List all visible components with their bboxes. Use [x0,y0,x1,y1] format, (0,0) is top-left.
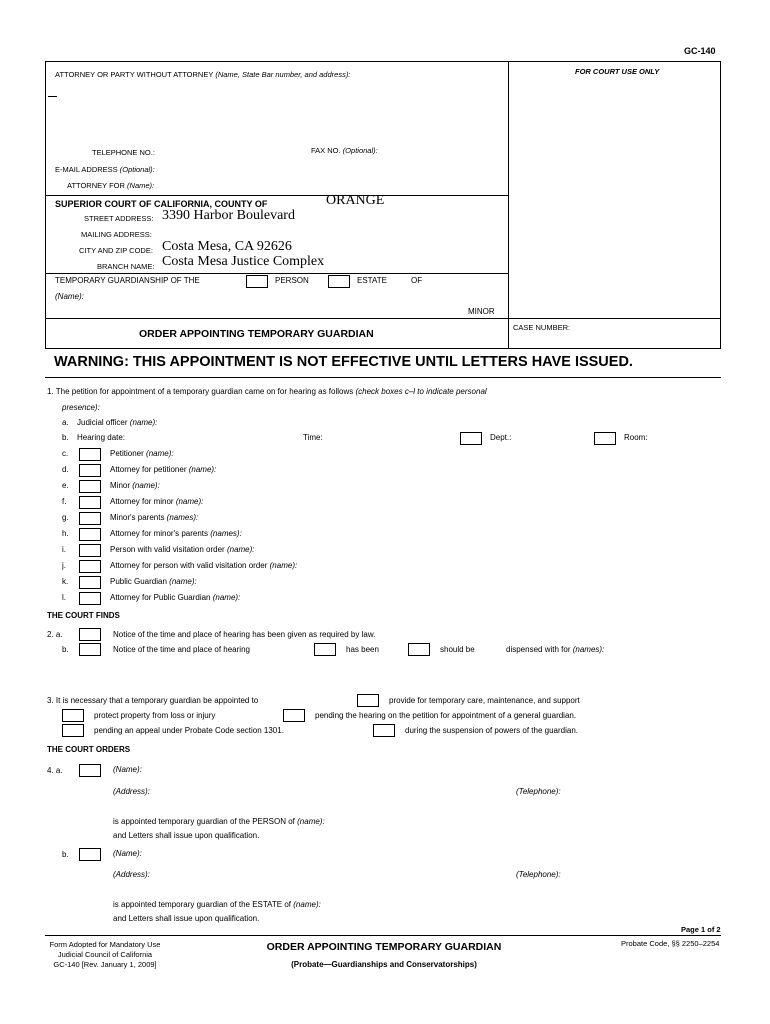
adopted-line-2: Judicial Council of California [57,950,153,959]
item2a-num: 2. a. [47,630,63,639]
attorney-for-hint: (Name): [127,181,155,190]
presence-row-text: Attorney for minor [110,497,174,506]
header-right-border [720,61,721,349]
of-label: OF [411,276,423,285]
dispensed-hint: (names): [572,645,605,654]
suspension-label: during the suspension of powers of the guardian. [405,726,579,735]
presence-row-letter: d. [62,465,69,474]
presence-row-checkbox[interactable] [79,512,101,525]
attorney-for-text: ATTORNEY FOR [67,181,125,190]
email-label [55,165,155,174]
item3-intro: 3. It is necessary that a temporary guardian be appointed to [47,696,259,705]
court-block-bottom [45,273,508,274]
item4b-estate-line [113,900,321,909]
presence-row-letter: c. [62,449,69,458]
presence-row-text: Attorney for minor's parents [110,529,209,538]
county-value[interactable]: ORANGE [326,193,385,208]
estate-label: ESTATE [357,276,387,285]
item4b-letter: b. [62,850,69,859]
presence-row-hint: (name): [212,593,241,602]
item4b-checkbox[interactable] [79,848,101,861]
item4a-person-line [113,817,325,826]
presence-row-text: Petitioner [110,449,144,458]
presence-row-label [110,529,242,538]
presence-row-checkbox[interactable] [79,576,101,589]
item4a-num: 4. a. [47,766,63,775]
city-value[interactable]: Costa Mesa, CA 92626 [162,239,292,254]
branch-label: BRANCH NAME: [97,262,155,271]
presence-row-hint: (name): [169,577,197,586]
item2b-text: Notice of the time and place of hearing [113,645,250,654]
item4a-name-label: (Name): [113,765,142,774]
should-be-label: should be [440,645,475,654]
item4a-person-text: is appointed temporary guardian of the PERSON of [113,817,295,826]
footer-title: ORDER APPOINTING TEMPORARY GUARDIAN [266,941,502,953]
item1a-label [77,418,157,427]
presence-row-letter: g. [62,513,69,522]
footer-subtitle: (Probate—Guardianships and Conservatorships) [291,960,477,969]
case-number-label: CASE NUMBER: [513,323,571,332]
item1a-text: Judicial officer [77,418,128,427]
suspension-checkbox[interactable] [373,724,395,737]
care-checkbox[interactable] [357,694,379,707]
page-number: Page 1 of 2 [681,925,721,934]
presence-row-label [110,497,203,506]
item1-intro-hint: (check boxes c–l to indicate personal [355,387,487,396]
presence-row-checkbox[interactable] [79,544,101,557]
item4a-checkbox[interactable] [79,764,101,777]
presence-row-hint: (name): [269,561,298,570]
item4a-letters: and Letters shall issue upon qualification. [113,831,260,840]
presence-row-checkbox[interactable] [79,528,101,541]
pending-appeal-checkbox[interactable] [62,724,84,737]
pending-appeal-label: pending an appeal under Probate Code section 1301. [94,726,284,735]
protect-property-checkbox[interactable] [62,709,84,722]
presence-row-text: Minor [110,481,131,490]
presence-row-checkbox[interactable] [79,496,101,509]
presence-row-checkbox[interactable] [79,448,101,461]
item4b-name-label: (Name): [113,849,142,858]
minor-name-hint: (Name): [55,292,84,301]
presence-row-text: Person with valid visitation order [110,545,225,554]
presence-row-checkbox[interactable] [79,592,101,605]
item4b-estate-hint: (name): [293,900,321,909]
presence-row-label [110,545,255,554]
caption-block-bottom [45,318,721,319]
item2a-text: Notice of the time and place of hearing has been given as required by law. [113,630,376,639]
order-title: ORDER APPOINTING TEMPORARY GUARDIAN [139,328,374,340]
estate-checkbox[interactable] [328,275,350,288]
presence-row-text: Attorney for person with valid visitation order [110,561,268,570]
item1b-letter: b. [62,433,69,442]
street-value[interactable]: 3390 Harbor Boulevard [162,208,295,223]
presence-row-letter: l. [62,593,66,602]
attorney-block-bottom [45,195,508,196]
warning-underline [45,377,721,378]
room-label: Room: [624,433,648,442]
fax-label-hint: (Optional): [342,146,378,155]
pending-hearing-checkbox[interactable] [283,709,305,722]
attorney-for-label [67,181,154,190]
pending-hearing-label: pending the hearing on the petition for appointment of a general guardian. [315,711,577,720]
presence-row-letter: i. [62,545,66,554]
warning-banner: WARNING: THIS APPOINTMENT IS NOT EFFECTIVE UNTIL LETTERS HAVE ISSUED. [54,354,633,370]
court-title: SUPERIOR COURT OF CALIFORNIA, COUNTY OF [55,199,268,209]
presence-row-hint: (name): [188,465,217,474]
minor-label: MINOR [468,307,495,316]
form-number: GC-140 [684,46,716,56]
item4b-telephone-label: (Telephone): [516,870,561,879]
hearing-date-label: Hearing date: [77,433,126,442]
presence-row-hint: (name): [146,449,174,458]
email-label-text: E-MAIL ADDRESS [55,165,118,174]
presence-row-checkbox[interactable] [79,480,101,493]
presence-row-hint: (name): [175,497,204,506]
person-label: PERSON [275,276,309,285]
court-use-divider [508,61,509,349]
street-label: STREET ADDRESS: [84,214,154,223]
attorney-label-text: ATTORNEY OR PARTY WITHOUT ATTORNEY [55,70,214,79]
presence-row-letter: f. [62,497,67,506]
presence-row-label [110,465,216,474]
presence-row-hint: (name): [132,481,160,490]
header-left-border [45,61,46,349]
fax-label-text: FAX NO. [311,146,341,155]
presence-row-letter: j. [62,561,66,570]
court-finds-heading: THE COURT FINDS [47,611,120,620]
dispensed-text: dispensed with for [506,645,571,654]
attorney-label-hint: (Name, State Bar number, and address): [215,70,351,79]
presence-row-letter: h. [62,529,69,538]
email-label-hint: (Optional): [119,165,155,174]
presence-row-hint: (name): [226,545,255,554]
presence-row-label [110,577,197,586]
attorney-label [55,70,350,79]
presence-row-letter: e. [62,481,69,490]
presence-row-label [110,449,174,458]
item4a-person-hint: (name): [297,817,325,826]
item4a-address-label: (Address): [113,787,150,796]
branch-value[interactable]: Costa Mesa Justice Complex [162,254,325,269]
city-label: CITY AND ZIP CODE: [79,246,153,255]
time-label: Time: [303,433,323,442]
item4b-letters: and Letters shall issue upon qualification. [113,914,260,923]
fax-label [311,146,378,155]
presence-row-text: Minor's parents [110,513,165,522]
should-be-checkbox[interactable] [408,643,430,656]
item4b-estate-text: is appointed temporary guardian of the ESTATE of [113,900,292,909]
presence-row-text: Attorney for petitioner [110,465,187,474]
has-been-checkbox[interactable] [314,643,336,656]
presence-row-label [110,561,297,570]
attorney-tick-mark [48,96,57,97]
presence-row-letter: k. [62,577,69,586]
protect-property-label: protect property from loss or injury [94,711,216,720]
room-checkbox[interactable] [594,432,616,445]
guardianship-of-label: TEMPORARY GUARDIANSHIP OF THE [55,276,200,285]
presence-row-hint: (names): [210,529,242,538]
dept-label: Dept.: [490,433,512,442]
presence-row-hint: (names): [166,513,199,522]
footer-rule [45,935,721,936]
telephone-label: TELEPHONE NO.: [92,148,155,157]
item2b-checkbox[interactable] [79,643,101,656]
title-block-bottom [45,348,721,349]
presence-row-text: Attorney for Public Guardian [110,593,211,602]
care-label: provide for temporary care, maintenance, and support [389,696,580,705]
presence-row-label [110,481,160,490]
probate-code: Probate Code, §§ 2250–2254 [621,939,720,948]
presence-row-label [110,593,240,602]
has-been-label: has been [346,645,379,654]
adopted-line-3: GC-140 [Rev. January 1, 2009] [53,960,157,969]
item1-intro [47,387,487,396]
presence-row-checkbox[interactable] [79,464,101,477]
adopted-line-1: Form Adopted for Mandatory Use [49,940,161,949]
person-checkbox[interactable] [246,275,268,288]
mailing-label: MAILING ADDRESS: [81,230,152,239]
court-orders-heading: THE COURT ORDERS [47,745,131,754]
item1a-hint: (name): [129,418,158,427]
presence-row-text: Public Guardian [110,577,167,586]
presence-row-label [110,513,198,522]
court-use-label: FOR COURT USE ONLY [575,67,660,76]
item2b-letter: b. [62,645,69,654]
dispensed-label [506,645,604,654]
presence-row-checkbox[interactable] [79,560,101,573]
dept-checkbox[interactable] [460,432,482,445]
item1-intro-text: 1. The petition for appointment of a temporary guardian came on for hearing as follows [47,387,354,396]
header-top-border [45,61,721,62]
item4a-telephone-label: (Telephone): [516,787,561,796]
item1-intro-hint2: presence): [62,403,100,412]
item2a-checkbox[interactable] [79,628,101,641]
item1a-letter: a. [62,418,69,427]
item4b-address-label: (Address): [113,870,150,879]
